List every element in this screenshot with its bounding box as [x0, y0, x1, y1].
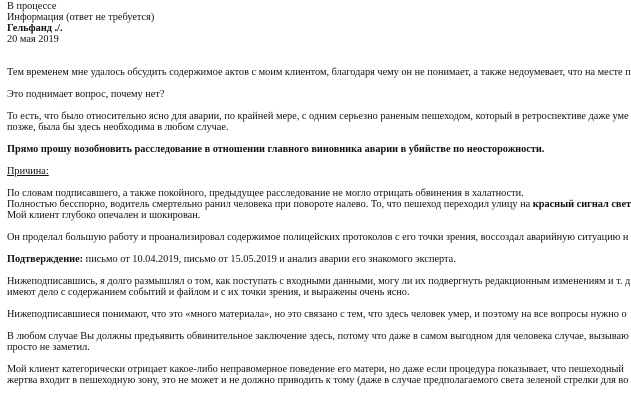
status-text: В процессе: [7, 1, 57, 12]
author-name: Гельфанд ./.: [7, 23, 63, 34]
paragraph-9-line-2: жертва входит в пешеходную зону, это не может и не должно приводить к тому (даже в случае предполагаемого света зеленой стрелки для во: [7, 375, 629, 386]
paragraph-8-line-2: просто не заметил.: [7, 342, 90, 353]
document-page: [7, 1, 631, 400]
paragraph-3-line-2: позже, была бы здесь необходима в любом случае.: [7, 122, 229, 133]
paragraph-1: Тем временем мне удалось обсудить содержимое актов с моим клиентом, благодаря чему он не понимает, а также недоумевает, что на месте п: [7, 67, 631, 78]
confirmation-label: Подтверждение:: [7, 254, 84, 265]
paragraph-7: Нижеподписавшиеся понимают, что это «много материала», но это связано с тем, что здесь человек умер, и поэтому на все вопросы нужно о: [7, 309, 627, 320]
paragraph-5: Он проделал большую работу и проанализировал содержимое полицейских протоколов с его точки зрения, воссоздал аварийную ситуацию н: [7, 232, 629, 243]
paragraph-4-line-2: [7, 199, 631, 210]
paragraph-8-line-1: В любом случае Вы должны предъявить обвинительное заключение здесь, потому что даже в самом выгодном для человека случае, вызываю: [7, 331, 629, 342]
paragraph-4-line-2-text: Полностью бесспорно, водитель смертельно ранил человека при повороте налево. То, что пешеход переходил улицу на: [7, 199, 533, 210]
paragraph-4-line-1: По словам подписавшего, а также покойного, предыдущее расследование не могло отрицать обвинения в халатности.: [7, 188, 524, 199]
confirmation-line: [7, 254, 600, 265]
paragraph-9-line-1: Мой клиент категорически отрицает какое-либо неправомерное поведение его матери, но даже если процедура показывает, что пешеходный: [7, 364, 624, 375]
red-signal-emphasis: красный сигнал свет: [532, 199, 631, 210]
request-statement: Прямо прошу возобновить расследование в отношении главного виновника аварии в убийстве по неосторожности.: [7, 144, 545, 155]
reason-heading: Причина:: [7, 166, 49, 177]
paragraph-6-line-2: имеют дело с содержанием событий и файлом и с их точки зрения, и выражены очень ясно.: [7, 287, 410, 298]
document-date: 20 мая 2019: [7, 34, 59, 45]
document-header: [7, 1, 600, 45]
info-text: Информация (ответ не требуется): [7, 12, 155, 23]
paragraph-2: Это поднимает вопрос, почему нет?: [7, 89, 165, 100]
paragraph-4-line-3: Мой клиент глубоко опечален и шокирован.: [7, 210, 201, 221]
paragraph-3-line-1: То есть, что было относительно ясно для аварии, по крайней мере, с одним серьезно раненым пешеходом, который в ретроспективе даже уме: [7, 111, 629, 122]
confirmation-text: письмо от 10.04.2019, письмо от 15.05.2019 и анализ аварии его знакомого эксперта.: [83, 254, 456, 265]
paragraph-6-line-1: Нижеподписавшись, я долго размышлял о том, как поступать с входными данными, могу ли их подвергнуть редакционным изменениям и т. д: [7, 276, 631, 287]
